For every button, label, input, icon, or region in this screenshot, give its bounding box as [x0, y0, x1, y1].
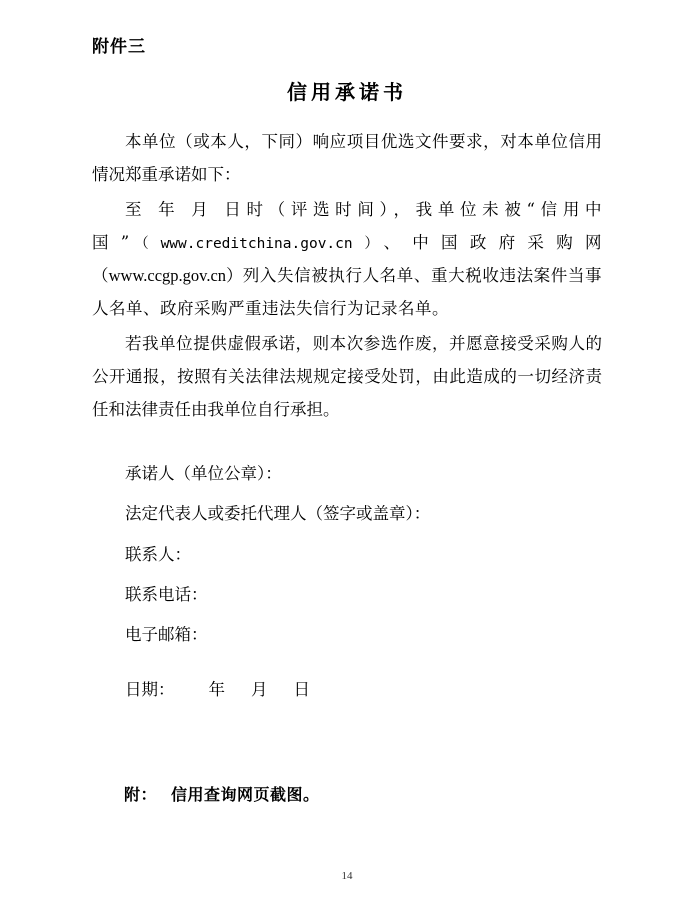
- clause-url-ccgp: （www.ccgp.gov.cn）: [92, 265, 243, 285]
- appendix-note-prefix: 附：: [124, 785, 158, 805]
- signature-line-email: 电子邮箱：: [125, 625, 208, 645]
- document-body: [92, 36, 602, 805]
- date-year: 年: [208, 679, 225, 699]
- signature-line-company-seal: 承诺人（单位公章）：: [125, 463, 282, 483]
- clause-text-part1: 至 年 月 日时（评选时间），我单位未被“信用中国”: [92, 199, 602, 252]
- paragraph-intro: 本单位（或本人，下同）响应项目优选文件要求，对本单位信用情况郑重承诺如下：: [92, 131, 602, 184]
- page-title: 信用承诺书: [287, 79, 407, 104]
- paragraph-clause: [92, 193, 602, 325]
- signature-line-contact-phone: 联系电话：: [125, 585, 208, 605]
- signature-line-legal-representative: 法定代表人或委托代理人（签字或盖章）：: [125, 504, 431, 524]
- signature-line-contact-person: 联系人：: [125, 544, 191, 564]
- spacer: [92, 428, 602, 454]
- appendix-note: [92, 782, 602, 805]
- clause-url-creditchina: （www.creditchina.gov.cn）: [129, 235, 384, 252]
- appendix-note-text: 信用查询网页截图。: [171, 785, 320, 805]
- signature-block: [92, 454, 602, 656]
- page-number: 14: [341, 870, 353, 882]
- paragraph-liability: 若我单位提供虚假承诺，则本次参选作废，并愿意接受采购人的公开通报，按照有关法律法规规定接受处罚，由此造成的一切经济责任和法律责任由我单位自行承担。: [92, 333, 602, 419]
- date-month: 月: [251, 679, 268, 699]
- date-label: 日期：: [125, 679, 175, 699]
- clause-text-part3: 列入失信被执行人名单、重大税收违法案件当事人名单、政府采购严重违法失信行为记录名单。: [92, 265, 603, 318]
- date-day: 日: [293, 679, 310, 699]
- attachment-label: 附件三: [92, 37, 146, 57]
- date-line: [92, 670, 602, 710]
- clause-text-part2: 、中国政府采购网: [383, 232, 603, 252]
